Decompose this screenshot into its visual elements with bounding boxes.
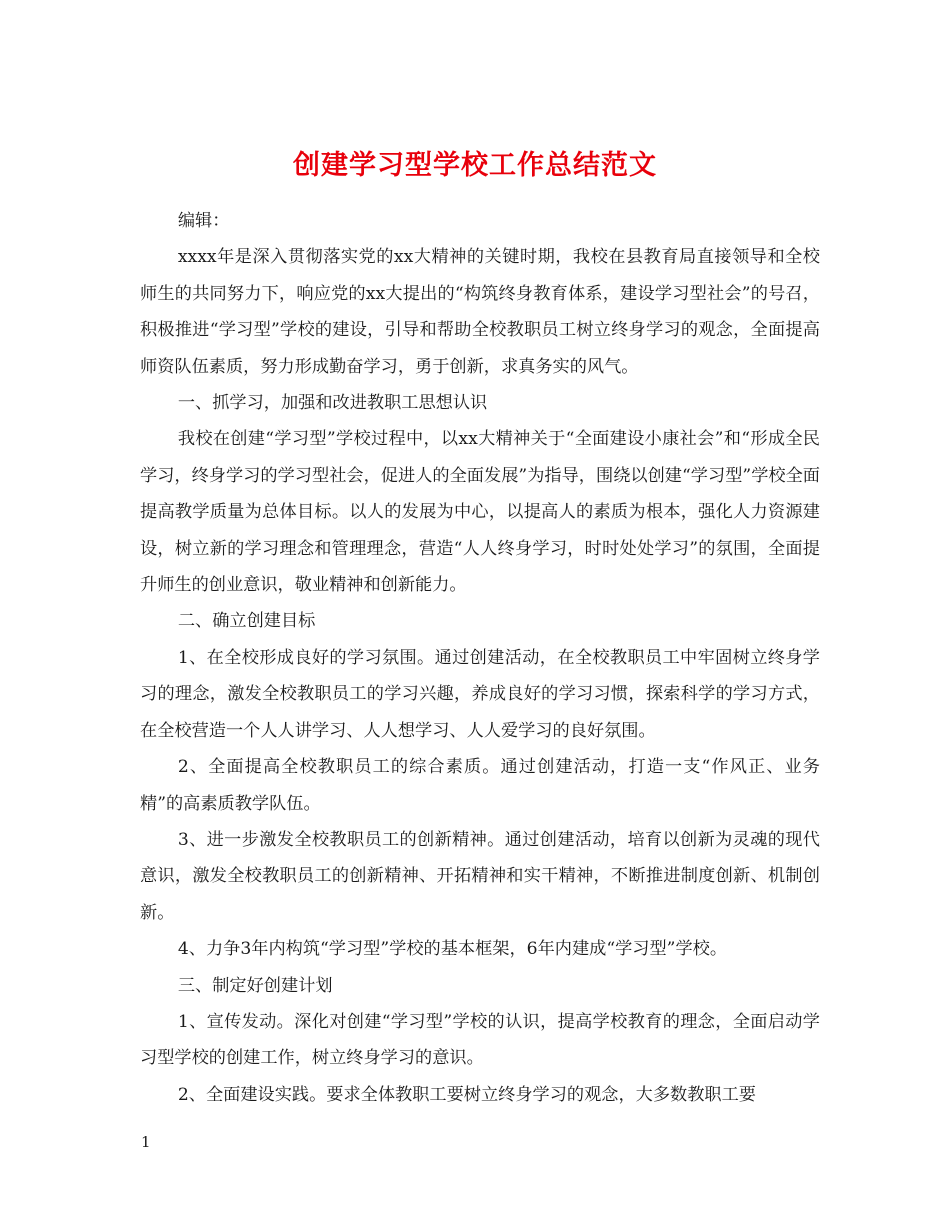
paragraph-intro: xxxx年是深入贯彻落实党的xx大精神的关键时期，我校在县教育局直接领导和全校师生的共同努力下，响应党的xx大提出的“构筑终身教育体系，建设学习型社会”的号召，积极推进“学习型”学校的建设，引导和帮助全校教职员工树立终身学习的观念，全面提高师资队伍素质，努力形成勤奋学习，勇于创新，求真务实的风气。 (140, 247, 820, 377)
paragraph-goal-1: 1、在全校形成良好的学习氛围。通过创建活动，在全校教职员工中牢固树立终身学习的理念，激发全校教职员工的学习兴趣，养成良好的学习习惯，探索科学的学习方式，在全校营造一个人人讲学习、人人想学习、人人爱学习的良好氛围。 (140, 647, 820, 741)
paragraph-plan-1: 1、宣传发动。深化对创建“学习型”学校的认识，提高学校教育的理念，全面启动学习型学校的创建工作，树立终身学习的意识。 (140, 1011, 820, 1069)
paragraph-goal-4: 4、力争3年内构筑“学习型”学校的基本框架，6年内建成“学习型”学校。 (177, 939, 728, 960)
paragraph-goal-3: 3、进一步激发全校教职员工的创新精神。通过创建活动，培育以创新为灵魂的现代意识，激发全校教职员工的创新精神、开拓精神和实干精神，不断推进制度创新、机制创新。 (140, 829, 820, 923)
document-body (140, 203, 820, 1113)
paragraph-goal-2: 2、全面提高全校教职员工的综合素质。通过创建活动，打造一支“作风正、业务精”的高素质教学队伍。 (140, 757, 820, 814)
paragraph-plan-2: 2、全面建设实践。要求全体教职工要树立终身学习的观念，大多数教职工要 (177, 1084, 756, 1105)
section-heading-1: 一、抓学习，加强和改进教职工思想认识 (177, 393, 488, 414)
section-heading-3: 三、制定好创建计划 (177, 975, 333, 996)
paragraph-section-1: 我校在创建“学习型”学校过程中，以xx大精神关于“全面建设小康社会”和“形成全民学习，终身学习的学习型社会，促进人的全面发展”为指导，围绕以创建“学习型”学校全面提高教学质量为总体目标。以人的发展为中心，以提高人的素质为根本，强化人力资源建设，树立新的学习理念和管理理念，营造“人人终身学习，时时处处学习”的氛围，全面提升师生的创业意识，敬业精神和创新能力。 (140, 429, 820, 596)
page-number: 1 (141, 1133, 151, 1151)
document-title: 创建学习型学校工作总结范文 (293, 150, 657, 182)
paragraph-editor: 编辑： (177, 211, 230, 231)
section-heading-2: 二、确立创建目标 (177, 611, 316, 632)
